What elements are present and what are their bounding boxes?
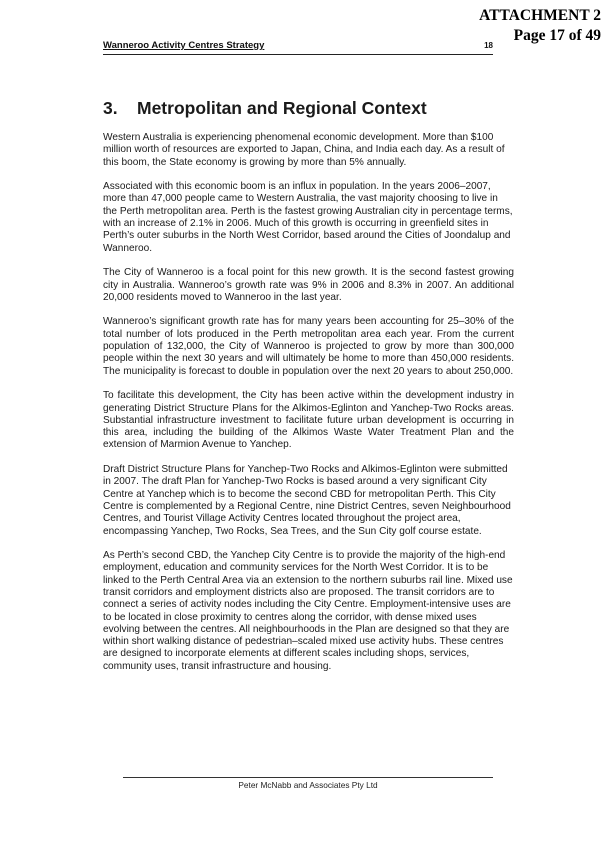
running-head — [103, 40, 493, 55]
paragraph: Draft District Structure Plans for Yanchep-Two Rocks and Alkimos-Eglinton were submitted in 2007. The draft Plan for Yanchep-Two Rocks is based around a very significant City Centre at Yanchep which is to become the second CBD for metropolitan Perth. This City Centre is complemented by a Regional Centre, nine District Centres, seven Neighbourhood Centres, and Tourist Village Activity Centres located throughout the project area, encompassing Yanchep, Two Rocks, Sea Trees, and the Sun City golf course estate. — [103, 464, 511, 537]
footer-text: Peter McNabb and Associates Pty Ltd — [238, 780, 378, 790]
running-head-page-number: 18 — [484, 41, 493, 50]
paragraph: The City of Wanneroo is a focal point for this new growth. It is the second fastest growing city in Australia. Wanneroo’s growth rate was 9% in 2006 and 8.3% in 2007. An additional 20,000 residents moved to Wanneroo in the last year. — [103, 267, 514, 303]
running-head-title: Wanneroo Activity Centres Strategy — [103, 40, 265, 51]
section-title: Metropolitan and Regional Context — [137, 98, 427, 118]
section-number: 3. — [103, 98, 118, 118]
paragraph: Associated with this economic boom is an influx in population. In the years 2006–2007, more than 47,000 people came to Western Australia, the vast majority choosing to live in the Perth metropolitan area. Perth is the fastest growing Australian city in percentage terms, with an increase of 2.1% in 2006. Much of this growth is occurring in greenfield sites in Perth’s outer suburbs in the North West Corridor, based around the Cities of Joondalup and Wanneroo. — [103, 181, 513, 254]
section-heading — [103, 98, 427, 119]
body-text — [103, 132, 514, 685]
paragraph: Western Australia is experiencing phenomenal economic development. More than $100 million worth of resources are exported to Japan, China, and India each day. As a result of this boom, the State economy is growing by more than 5% annually. — [103, 132, 505, 168]
attachment-stamp — [479, 6, 601, 46]
attachment-label: ATTACHMENT 2 — [479, 7, 601, 24]
paragraph: As Perth’s second CBD, the Yanchep City Centre is to provide the majority of the high-end employment, education and community services for the North West Corridor. It is to be linked to the Perth Central Area via an extension to the northern suburbs rail line. Mixed use transit corridors and employment districts also are proposed. The transit corridors are to connect a series of activity nodes including the City Centre. Employment-intensive uses are to be located in close proximity to centres along the corridor, with dense mixed uses evolving between the centres. All neighbourhoods in the Plan are designed so that they are within short walking distance of pedestrian–scaled mixed use activity hubs. These centres are designed to incorporate elements at different scales including shops, services, community uses, transit infrastructure and housing. — [103, 550, 513, 672]
paragraph: Wanneroo’s significant growth rate has for many years been accounting for 25–30% of the total number of lots produced in the Perth metropolitan area each year. From the current population of 132,000, the City of Wanneroo is projected to grow by more than 300,000 people within the next 30 years and will ultimately be home to more than 450,000 residents. The municipality is forecast to double in population over the next 20 years to about 250,000. — [103, 316, 514, 377]
attachment-page: Page 17 of 49 — [513, 27, 601, 44]
paragraph: To facilitate this development, the City has been active within the development industry in generating District Structure Plans for the Alkimos-Eglinton and Yanchep-Two Rocks areas. Substantial infrastructure investment to facilitate future urban development is occurring in this area, including the building of the Alkimos Waste Water Treatment Plan and the extension of Marmion Avenue to Yanchep. — [103, 390, 514, 451]
footer-rule — [123, 777, 493, 778]
